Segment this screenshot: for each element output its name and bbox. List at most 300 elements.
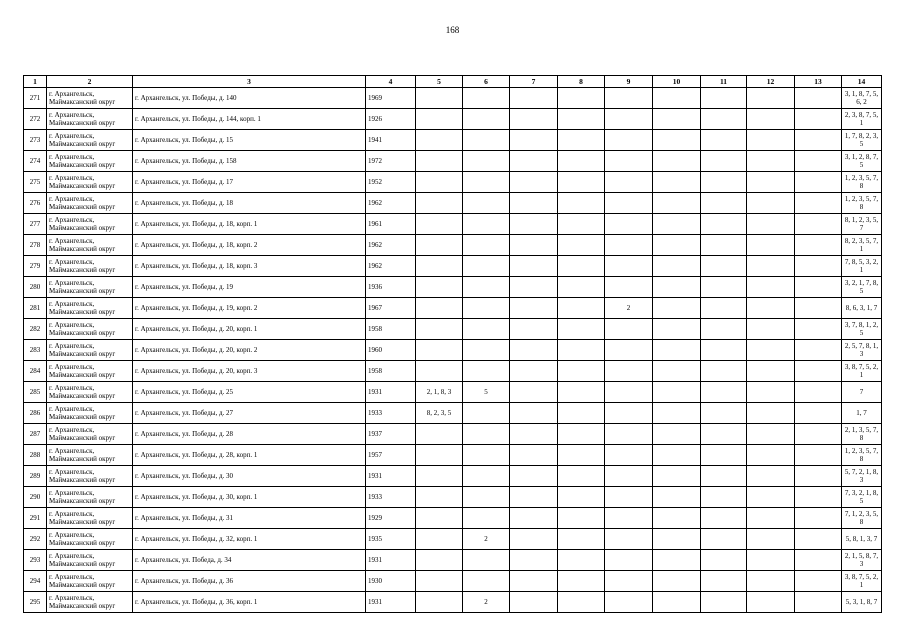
cell-col-5 xyxy=(416,361,463,382)
cell-col-9 xyxy=(605,361,653,382)
cell-district: г. Архангельск, Маймаксанский округ xyxy=(47,466,133,487)
cell-col-10 xyxy=(653,130,701,151)
cell-col-6 xyxy=(463,508,510,529)
cell-row-number: 279 xyxy=(24,256,47,277)
cell-col-10 xyxy=(653,256,701,277)
cell-year: 1962 xyxy=(366,235,416,256)
cell-row-number: 278 xyxy=(24,235,47,256)
cell-district: г. Архангельск, Маймаксанский округ xyxy=(47,214,133,235)
cell-col-14: 3, 7, 8, 1, 2, 5 xyxy=(842,319,882,340)
cell-col-12 xyxy=(747,529,795,550)
cell-col-10 xyxy=(653,214,701,235)
cell-col-12 xyxy=(747,109,795,130)
cell-col-12 xyxy=(747,592,795,613)
cell-col-11 xyxy=(701,214,747,235)
cell-address: г. Архангельск, ул. Победы, д. 28, корп. 1 xyxy=(133,445,366,466)
cell-year: 1967 xyxy=(366,298,416,319)
cell-col-5 xyxy=(416,445,463,466)
cell-year: 1929 xyxy=(366,508,416,529)
table-row xyxy=(24,130,882,151)
cell-col-10 xyxy=(653,592,701,613)
cell-col-5 xyxy=(416,529,463,550)
cell-district: г. Архангельск, Маймаксанский округ xyxy=(47,361,133,382)
cell-col-11 xyxy=(701,109,747,130)
cell-col-14: 2, 5, 7, 8, 1, 3 xyxy=(842,340,882,361)
cell-col-10 xyxy=(653,88,701,109)
cell-year: 1962 xyxy=(366,256,416,277)
cell-col-7 xyxy=(510,424,558,445)
cell-col-11 xyxy=(701,88,747,109)
cell-col-8 xyxy=(558,340,605,361)
cell-col-8 xyxy=(558,571,605,592)
cell-col-5 xyxy=(416,319,463,340)
cell-row-number: 285 xyxy=(24,382,47,403)
cell-col-10 xyxy=(653,382,701,403)
cell-row-number: 281 xyxy=(24,298,47,319)
cell-col-7 xyxy=(510,340,558,361)
cell-row-number: 283 xyxy=(24,340,47,361)
cell-row-number: 276 xyxy=(24,193,47,214)
table-row xyxy=(24,382,882,403)
cell-col-8 xyxy=(558,445,605,466)
column-header-5: 5 xyxy=(416,76,463,88)
cell-col-7 xyxy=(510,382,558,403)
table-row xyxy=(24,298,882,319)
cell-col-11 xyxy=(701,592,747,613)
cell-district: г. Архангельск, Маймаксанский округ xyxy=(47,403,133,424)
table-row xyxy=(24,172,882,193)
cell-col-5 xyxy=(416,256,463,277)
cell-row-number: 277 xyxy=(24,214,47,235)
cell-col-12 xyxy=(747,256,795,277)
cell-col-9 xyxy=(605,529,653,550)
cell-address: г. Архангельск, ул. Победы, д. 140 xyxy=(133,88,366,109)
cell-district: г. Архангельск, Маймаксанский округ xyxy=(47,151,133,172)
cell-col-12 xyxy=(747,277,795,298)
cell-col-8 xyxy=(558,151,605,172)
cell-col-14: 2, 1, 5, 8, 7, 3 xyxy=(842,550,882,571)
cell-col-11 xyxy=(701,235,747,256)
cell-col-10 xyxy=(653,445,701,466)
cell-col-13 xyxy=(795,403,842,424)
cell-col-10 xyxy=(653,151,701,172)
cell-col-5: 2, 1, 8, 3 xyxy=(416,382,463,403)
cell-col-7 xyxy=(510,298,558,319)
cell-col-14: 1, 2, 3, 5, 7, 8 xyxy=(842,193,882,214)
cell-district: г. Архангельск, Маймаксанский округ xyxy=(47,109,133,130)
cell-col-9 xyxy=(605,319,653,340)
cell-col-14: 5, 3, 1, 8, 7 xyxy=(842,592,882,613)
cell-col-10 xyxy=(653,508,701,529)
cell-col-7 xyxy=(510,550,558,571)
column-header-14: 14 xyxy=(842,76,882,88)
cell-col-7 xyxy=(510,88,558,109)
cell-col-9 xyxy=(605,445,653,466)
cell-col-7 xyxy=(510,361,558,382)
cell-col-6 xyxy=(463,130,510,151)
cell-col-7 xyxy=(510,235,558,256)
cell-col-5 xyxy=(416,130,463,151)
cell-district: г. Архангельск, Маймаксанский округ xyxy=(47,382,133,403)
column-header-1: 1 xyxy=(24,76,47,88)
cell-col-5: 8, 2, 3, 5 xyxy=(416,403,463,424)
cell-col-11 xyxy=(701,382,747,403)
cell-col-6: 2 xyxy=(463,592,510,613)
column-header-13: 13 xyxy=(795,76,842,88)
cell-row-number: 291 xyxy=(24,508,47,529)
cell-col-6 xyxy=(463,109,510,130)
cell-col-9 xyxy=(605,151,653,172)
cell-district: г. Архангельск, Маймаксанский округ xyxy=(47,88,133,109)
cell-col-13 xyxy=(795,529,842,550)
cell-col-13 xyxy=(795,109,842,130)
cell-col-13 xyxy=(795,298,842,319)
cell-row-number: 271 xyxy=(24,88,47,109)
cell-row-number: 282 xyxy=(24,319,47,340)
cell-col-8 xyxy=(558,172,605,193)
cell-col-12 xyxy=(747,151,795,172)
cell-col-13 xyxy=(795,151,842,172)
table-body xyxy=(24,88,882,613)
cell-col-7 xyxy=(510,193,558,214)
cell-address: г. Архангельск, ул. Победы, д. 19 xyxy=(133,277,366,298)
cell-col-5 xyxy=(416,277,463,298)
cell-col-6 xyxy=(463,403,510,424)
cell-col-12 xyxy=(747,298,795,319)
cell-col-14: 2, 1, 3, 5, 7, 8 xyxy=(842,424,882,445)
cell-address: г. Архангельск, ул. Победы, д. 158 xyxy=(133,151,366,172)
table-row xyxy=(24,235,882,256)
cell-col-12 xyxy=(747,550,795,571)
cell-col-11 xyxy=(701,298,747,319)
cell-col-11 xyxy=(701,466,747,487)
cell-address: г. Архангельск, ул. Победы, д. 18, корп. 3 xyxy=(133,256,366,277)
cell-col-8 xyxy=(558,382,605,403)
cell-col-5 xyxy=(416,214,463,235)
cell-col-13 xyxy=(795,88,842,109)
cell-col-12 xyxy=(747,130,795,151)
cell-col-13 xyxy=(795,193,842,214)
cell-year: 1958 xyxy=(366,361,416,382)
cell-col-6 xyxy=(463,298,510,319)
cell-address: г. Архангельск, ул. Победы, д. 30 xyxy=(133,466,366,487)
table-row xyxy=(24,88,882,109)
cell-col-10 xyxy=(653,571,701,592)
cell-address: г. Архангельск, ул. Победы, д. 36, корп. 1 xyxy=(133,592,366,613)
cell-col-14: 1, 2, 3, 5, 7, 8 xyxy=(842,445,882,466)
cell-col-12 xyxy=(747,571,795,592)
cell-col-8 xyxy=(558,256,605,277)
column-header-12: 12 xyxy=(747,76,795,88)
cell-col-5 xyxy=(416,592,463,613)
cell-col-5 xyxy=(416,193,463,214)
cell-col-14: 3, 2, 1, 7, 8, 5 xyxy=(842,277,882,298)
cell-col-13 xyxy=(795,592,842,613)
cell-address: г. Архангельск, ул. Победы, д. 20, корп. 2 xyxy=(133,340,366,361)
cell-col-7 xyxy=(510,445,558,466)
table-row xyxy=(24,487,882,508)
cell-year: 1930 xyxy=(366,571,416,592)
cell-col-12 xyxy=(747,361,795,382)
table-row xyxy=(24,109,882,130)
cell-district: г. Архангельск, Маймаксанский округ xyxy=(47,487,133,508)
table-row xyxy=(24,340,882,361)
cell-row-number: 289 xyxy=(24,466,47,487)
cell-row-number: 284 xyxy=(24,361,47,382)
cell-col-10 xyxy=(653,361,701,382)
cell-row-number: 280 xyxy=(24,277,47,298)
cell-col-11 xyxy=(701,571,747,592)
cell-col-5 xyxy=(416,571,463,592)
cell-col-7 xyxy=(510,319,558,340)
cell-district: г. Архангельск, Маймаксанский округ xyxy=(47,193,133,214)
cell-address: г. Архангельск, ул. Победы, д. 30, корп. 1 xyxy=(133,487,366,508)
cell-col-11 xyxy=(701,445,747,466)
cell-col-9 xyxy=(605,592,653,613)
cell-col-7 xyxy=(510,214,558,235)
cell-col-12 xyxy=(747,445,795,466)
cell-col-13 xyxy=(795,277,842,298)
cell-col-12 xyxy=(747,88,795,109)
cell-district: г. Архангельск, Маймаксанский округ xyxy=(47,571,133,592)
cell-col-10 xyxy=(653,235,701,256)
cell-year: 1969 xyxy=(366,88,416,109)
cell-col-5 xyxy=(416,298,463,319)
cell-district: г. Архангельск, Маймаксанский округ xyxy=(47,298,133,319)
cell-row-number: 275 xyxy=(24,172,47,193)
cell-col-11 xyxy=(701,340,747,361)
cell-address: г. Архангельск, ул. Победы, д. 28 xyxy=(133,424,366,445)
page-number: 168 xyxy=(445,25,460,35)
cell-col-10 xyxy=(653,403,701,424)
cell-col-13 xyxy=(795,130,842,151)
cell-col-6 xyxy=(463,277,510,298)
cell-col-11 xyxy=(701,172,747,193)
cell-address: г. Архангельск, ул. Победы, д. 18, корп. 1 xyxy=(133,214,366,235)
cell-address: г. Архангельск, ул. Победы, д. 18 xyxy=(133,193,366,214)
cell-year: 1961 xyxy=(366,214,416,235)
cell-row-number: 274 xyxy=(24,151,47,172)
cell-col-7 xyxy=(510,109,558,130)
cell-col-6: 2 xyxy=(463,529,510,550)
cell-col-13 xyxy=(795,445,842,466)
cell-col-9: 2 xyxy=(605,298,653,319)
cell-col-14: 1, 2, 3, 5, 7, 8 xyxy=(842,172,882,193)
cell-col-9 xyxy=(605,382,653,403)
column-header-11: 11 xyxy=(701,76,747,88)
header-row xyxy=(24,76,882,88)
column-header-7: 7 xyxy=(510,76,558,88)
cell-col-6: 5 xyxy=(463,382,510,403)
cell-col-6 xyxy=(463,319,510,340)
cell-col-9 xyxy=(605,256,653,277)
column-header-2: 2 xyxy=(47,76,133,88)
table-row xyxy=(24,361,882,382)
cell-row-number: 286 xyxy=(24,403,47,424)
cell-col-14: 2, 3, 8, 7, 5, 1 xyxy=(842,109,882,130)
cell-col-6 xyxy=(463,550,510,571)
cell-col-14: 7, 1, 2, 3, 5, 8 xyxy=(842,508,882,529)
table-row xyxy=(24,424,882,445)
cell-district: г. Архангельск, Маймаксанский округ xyxy=(47,235,133,256)
column-header-9: 9 xyxy=(605,76,653,88)
cell-col-12 xyxy=(747,235,795,256)
cell-district: г. Архангельск, Маймаксанский округ xyxy=(47,256,133,277)
cell-col-11 xyxy=(701,487,747,508)
column-header-6: 6 xyxy=(463,76,510,88)
cell-district: г. Архангельск, Маймаксанский округ xyxy=(47,550,133,571)
cell-col-12 xyxy=(747,193,795,214)
cell-col-11 xyxy=(701,550,747,571)
cell-district: г. Архангельск, Маймаксанский округ xyxy=(47,340,133,361)
cell-row-number: 295 xyxy=(24,592,47,613)
cell-col-11 xyxy=(701,529,747,550)
cell-col-6 xyxy=(463,340,510,361)
cell-col-13 xyxy=(795,424,842,445)
cell-address: г. Архангельск, ул. Победы, д. 27 xyxy=(133,403,366,424)
table-row xyxy=(24,592,882,613)
cell-col-14: 7 xyxy=(842,382,882,403)
cell-col-5 xyxy=(416,235,463,256)
cell-col-8 xyxy=(558,550,605,571)
cell-address: г. Архангельск, ул. Победы, д. 17 xyxy=(133,172,366,193)
cell-district: г. Архангельск, Маймаксанский округ xyxy=(47,529,133,550)
cell-col-14: 3, 1, 2, 8, 7, 5 xyxy=(842,151,882,172)
cell-col-14: 8, 1, 2, 3, 5, 7 xyxy=(842,214,882,235)
cell-col-14: 7, 8, 5, 3, 2, 1 xyxy=(842,256,882,277)
cell-col-12 xyxy=(747,172,795,193)
cell-year: 1937 xyxy=(366,424,416,445)
cell-row-number: 287 xyxy=(24,424,47,445)
cell-col-13 xyxy=(795,256,842,277)
cell-col-8 xyxy=(558,424,605,445)
cell-col-13 xyxy=(795,466,842,487)
cell-address: г. Архангельск, ул. Победы, д. 18, корп. 2 xyxy=(133,235,366,256)
cell-year: 1931 xyxy=(366,466,416,487)
cell-year: 1960 xyxy=(366,340,416,361)
cell-col-5 xyxy=(416,109,463,130)
cell-col-6 xyxy=(463,361,510,382)
cell-col-9 xyxy=(605,130,653,151)
table-row xyxy=(24,214,882,235)
table-row xyxy=(24,466,882,487)
cell-col-12 xyxy=(747,214,795,235)
table-row xyxy=(24,550,882,571)
cell-col-6 xyxy=(463,571,510,592)
cell-col-10 xyxy=(653,109,701,130)
cell-col-11 xyxy=(701,361,747,382)
cell-district: г. Архангельск, Маймаксанский округ xyxy=(47,445,133,466)
cell-col-9 xyxy=(605,403,653,424)
cell-col-13 xyxy=(795,382,842,403)
cell-col-8 xyxy=(558,193,605,214)
cell-col-10 xyxy=(653,298,701,319)
table-row xyxy=(24,277,882,298)
cell-row-number: 290 xyxy=(24,487,47,508)
cell-address: г. Архангельск, ул. Победы, д. 32, корп. 1 xyxy=(133,529,366,550)
cell-address: г. Архангельск, ул. Победы, д. 19, корп. 2 xyxy=(133,298,366,319)
cell-row-number: 273 xyxy=(24,130,47,151)
cell-col-9 xyxy=(605,214,653,235)
cell-col-9 xyxy=(605,109,653,130)
cell-col-14: 7, 3, 2, 1, 8, 5 xyxy=(842,487,882,508)
cell-col-9 xyxy=(605,571,653,592)
cell-col-11 xyxy=(701,403,747,424)
cell-col-8 xyxy=(558,319,605,340)
cell-col-6 xyxy=(463,193,510,214)
cell-district: г. Архангельск, Маймаксанский округ xyxy=(47,319,133,340)
cell-col-9 xyxy=(605,340,653,361)
cell-col-7 xyxy=(510,508,558,529)
cell-col-14: 3, 1, 8, 7, 5, 6, 2 xyxy=(842,88,882,109)
cell-col-9 xyxy=(605,172,653,193)
cell-col-5 xyxy=(416,487,463,508)
cell-row-number: 272 xyxy=(24,109,47,130)
cell-col-10 xyxy=(653,319,701,340)
table-row xyxy=(24,571,882,592)
cell-col-5 xyxy=(416,340,463,361)
cell-col-11 xyxy=(701,319,747,340)
cell-col-11 xyxy=(701,193,747,214)
cell-col-8 xyxy=(558,109,605,130)
cell-col-8 xyxy=(558,487,605,508)
cell-col-10 xyxy=(653,340,701,361)
cell-col-9 xyxy=(605,550,653,571)
cell-col-10 xyxy=(653,277,701,298)
cell-col-14: 3, 8, 7, 5, 2, 1 xyxy=(842,361,882,382)
cell-district: г. Архангельск, Маймаксанский округ xyxy=(47,592,133,613)
cell-col-6 xyxy=(463,466,510,487)
cell-col-6 xyxy=(463,424,510,445)
cell-col-9 xyxy=(605,466,653,487)
cell-address: г. Архангельск, ул. Победы, д. 20, корп. 3 xyxy=(133,361,366,382)
cell-col-7 xyxy=(510,403,558,424)
cell-col-8 xyxy=(558,592,605,613)
cell-col-9 xyxy=(605,277,653,298)
cell-address: г. Архангельск, ул. Победы, д. 144, корп. 1 xyxy=(133,109,366,130)
cell-col-11 xyxy=(701,424,747,445)
cell-col-12 xyxy=(747,508,795,529)
cell-col-10 xyxy=(653,424,701,445)
cell-year: 1931 xyxy=(366,382,416,403)
cell-year: 1972 xyxy=(366,151,416,172)
cell-col-6 xyxy=(463,256,510,277)
cell-col-6 xyxy=(463,235,510,256)
cell-col-8 xyxy=(558,361,605,382)
column-header-10: 10 xyxy=(653,76,701,88)
cell-address: г. Архангельск, ул. Победы, д. 20, корп. 1 xyxy=(133,319,366,340)
cell-col-9 xyxy=(605,235,653,256)
cell-col-9 xyxy=(605,88,653,109)
cell-col-6 xyxy=(463,214,510,235)
cell-col-12 xyxy=(747,403,795,424)
cell-col-6 xyxy=(463,172,510,193)
column-header-4: 4 xyxy=(366,76,416,88)
cell-year: 1935 xyxy=(366,529,416,550)
cell-col-13 xyxy=(795,571,842,592)
cell-col-13 xyxy=(795,172,842,193)
cell-col-6 xyxy=(463,487,510,508)
cell-col-13 xyxy=(795,340,842,361)
cell-col-9 xyxy=(605,487,653,508)
cell-year: 1931 xyxy=(366,592,416,613)
cell-col-13 xyxy=(795,487,842,508)
cell-col-7 xyxy=(510,487,558,508)
cell-col-14: 1, 7, 8, 2, 3, 5 xyxy=(842,130,882,151)
cell-col-7 xyxy=(510,172,558,193)
cell-col-7 xyxy=(510,130,558,151)
cell-col-11 xyxy=(701,130,747,151)
